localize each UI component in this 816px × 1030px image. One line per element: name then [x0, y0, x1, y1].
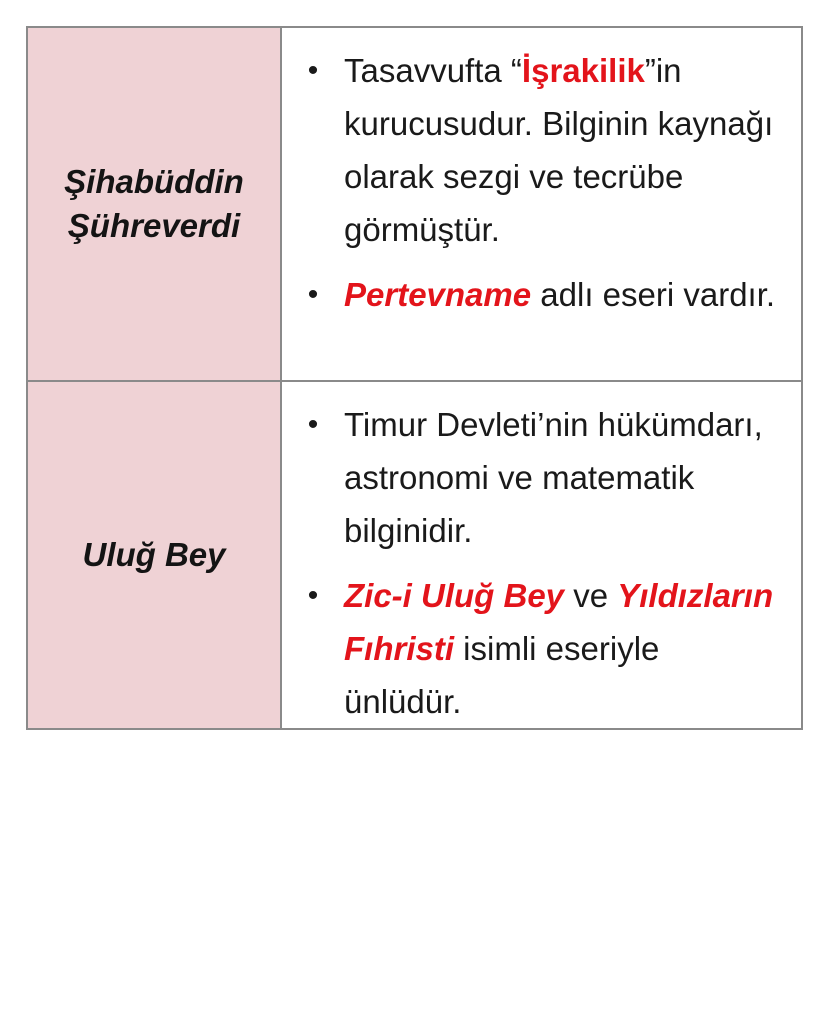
person-name-line1: Uluğ Bey: [82, 536, 226, 573]
text-segment: ve: [564, 577, 618, 614]
name-cell: [28, 28, 282, 380]
list-item: [282, 569, 781, 728]
bullet-icon: •: [307, 579, 319, 612]
text-segment: isimli eseriyle ünlüdür.: [344, 630, 660, 720]
highlight-term: Pertevname: [344, 276, 532, 313]
table-row-ulug-bey: [28, 382, 801, 728]
list-item: [282, 398, 781, 557]
description-cell: [282, 382, 801, 728]
person-name-line1: Şihabüddin: [64, 163, 244, 200]
name-cell: [28, 382, 282, 728]
highlight-term: Yıldızların Fıhristi: [344, 577, 774, 667]
highlight-term: Zic-i Uluğ Bey: [344, 577, 565, 614]
list-item-text: [344, 569, 781, 728]
bullet-icon: •: [307, 408, 319, 441]
highlight-term: İşrakilik: [521, 52, 645, 89]
list-item-text: [344, 44, 781, 256]
text-segment: adlı eseri vardır.: [531, 276, 776, 313]
bullet-icon: •: [307, 278, 319, 311]
bullet-icon: •: [307, 54, 319, 87]
text-segment: Tasavvufta “: [344, 52, 522, 89]
list-item: [282, 268, 781, 321]
description-cell: [282, 28, 801, 380]
list-item: [282, 44, 781, 256]
table-row-sihabuddin: [28, 28, 801, 382]
list-item-text: [344, 268, 775, 321]
person-name: [82, 533, 225, 577]
list-item-text: Timur Devleti’nin hükümdarı, astronomi ve matematik bilginidir.: [344, 406, 763, 549]
text-segment: ”in kurucusudur. Bilginin kaynağı olarak sezgi ve tecrübe görmüştür.: [344, 52, 774, 248]
person-name-line2: Şühreverdi: [67, 207, 241, 244]
person-name: [64, 160, 244, 248]
info-table: [26, 26, 803, 730]
